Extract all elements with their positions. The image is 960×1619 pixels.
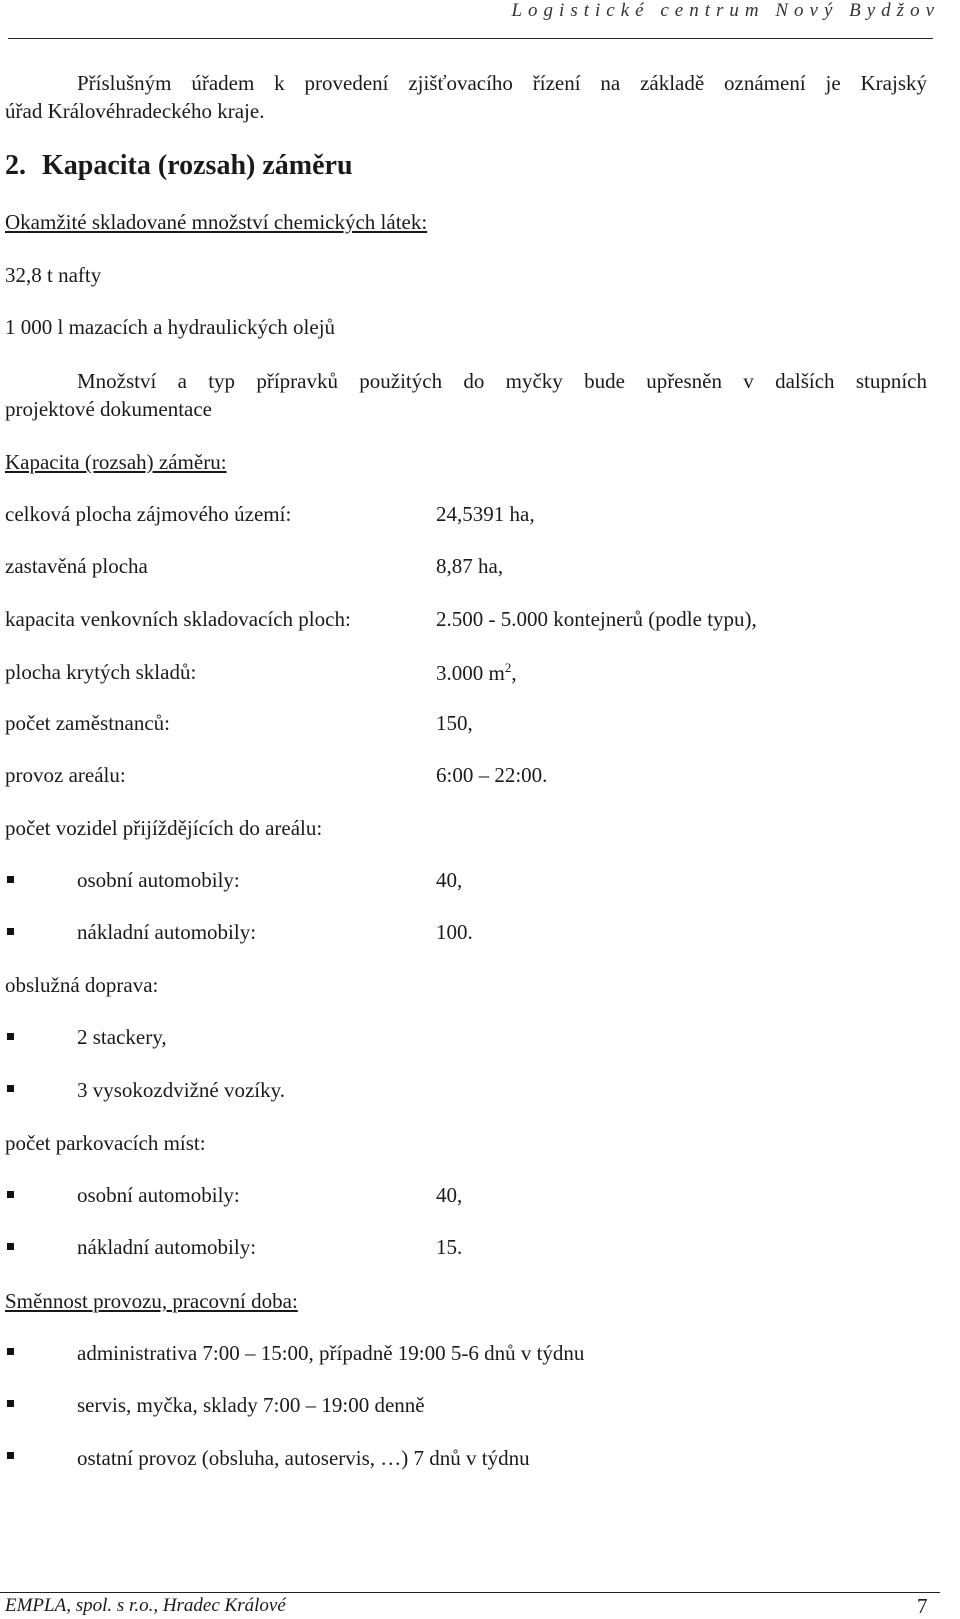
capacity-label: plocha krytých skladů: xyxy=(5,660,197,684)
parking-heading: počet parkovacích míst: xyxy=(5,1131,206,1155)
bullet-icon xyxy=(7,1348,14,1355)
area-value: 3.000 m xyxy=(436,661,505,685)
vehicle-label: osobní automobily: xyxy=(77,868,240,892)
bullet-icon xyxy=(7,1085,14,1092)
bullet-icon xyxy=(7,928,14,935)
running-header: Logistické centrum Nový Bydžov xyxy=(511,0,940,21)
chemical-item: 32,8 t nafty xyxy=(5,263,102,287)
bullet-icon xyxy=(7,1400,14,1407)
vehicle-label: nákladní automobily: xyxy=(77,920,257,944)
service-item: 2 stackery, xyxy=(77,1025,167,1049)
capacity-heading: Kapacita (rozsah) záměru: xyxy=(5,450,227,474)
chemicals-note-line-2: projektové dokumentace xyxy=(5,397,213,421)
intro-line-1: Příslušným úřadem k provedení zjišťovacího řízení na základě oznámení je Krajský xyxy=(77,71,927,95)
capacity-value: 8,87 ha, xyxy=(436,554,504,578)
chemicals-heading: Okamžité skladované množství chemických látek: xyxy=(5,210,428,234)
capacity-value: 6:00 – 22:00. xyxy=(436,763,548,787)
bullet-icon xyxy=(7,1191,14,1198)
vehicles-heading: počet vozidel přijíždějících do areálu: xyxy=(5,816,323,840)
parking-value: 40, xyxy=(436,1183,463,1207)
bullet-icon xyxy=(7,1452,14,1459)
capacity-value-area xyxy=(436,660,517,686)
bullet-icon xyxy=(7,1033,14,1040)
shift-item: administrativa 7:00 – 15:00, případně 19:00 5-6 dnů v týdnu xyxy=(77,1341,585,1365)
capacity-label: provoz areálu: xyxy=(5,763,126,787)
shifts-heading: Směnnost provozu, pracovní doba: xyxy=(5,1289,298,1313)
capacity-label: zastavěná plocha xyxy=(5,554,148,578)
section-number: 2. xyxy=(5,150,26,181)
capacity-value: 24,5391 ha, xyxy=(436,502,535,526)
chemicals-note-line-1: Množství a typ přípravků použitých do myčky bude upřesněn v dalších stupních xyxy=(77,369,927,393)
footer-company: EMPLA, spol. s r.o., Hradec Králové xyxy=(5,1595,286,1616)
service-item: 3 vysokozdvižné vozíky. xyxy=(77,1078,286,1102)
section-title: Kapacita (rozsah) záměru xyxy=(42,150,353,181)
capacity-label: počet zaměstnanců: xyxy=(5,711,171,735)
vehicle-value: 100. xyxy=(436,920,473,944)
capacity-label: kapacita venkovních skladovacích ploch: xyxy=(5,607,351,631)
bullet-icon xyxy=(7,1243,14,1250)
area-suffix: , xyxy=(511,661,517,685)
vehicle-value: 40, xyxy=(436,868,463,892)
page-number: 7 xyxy=(917,1594,928,1618)
bullet-icon xyxy=(7,876,14,883)
shift-item: servis, myčka, sklady 7:00 – 19:00 denně xyxy=(77,1393,425,1417)
parking-label: nákladní automobily: xyxy=(77,1235,257,1259)
parking-label: osobní automobily: xyxy=(77,1183,240,1207)
capacity-value: 2.500 - 5.000 kontejnerů (podle typu), xyxy=(436,607,757,631)
header-divider xyxy=(8,38,933,39)
capacity-label: celková plocha zájmového území: xyxy=(5,502,292,526)
footer-divider xyxy=(0,1592,940,1593)
area-unit-exponent: 2 xyxy=(504,660,512,675)
chemical-item: 1 000 l mazacích a hydraulických olejů xyxy=(5,315,336,339)
service-heading: obslužná doprava: xyxy=(5,973,159,997)
intro-line-2: úřad Královéhradeckého kraje. xyxy=(5,99,265,123)
capacity-value: 150, xyxy=(436,711,473,735)
shift-item: ostatní provoz (obsluha, autoservis, …) 7 dnů v týdnu xyxy=(77,1446,530,1470)
parking-value: 15. xyxy=(436,1235,463,1259)
